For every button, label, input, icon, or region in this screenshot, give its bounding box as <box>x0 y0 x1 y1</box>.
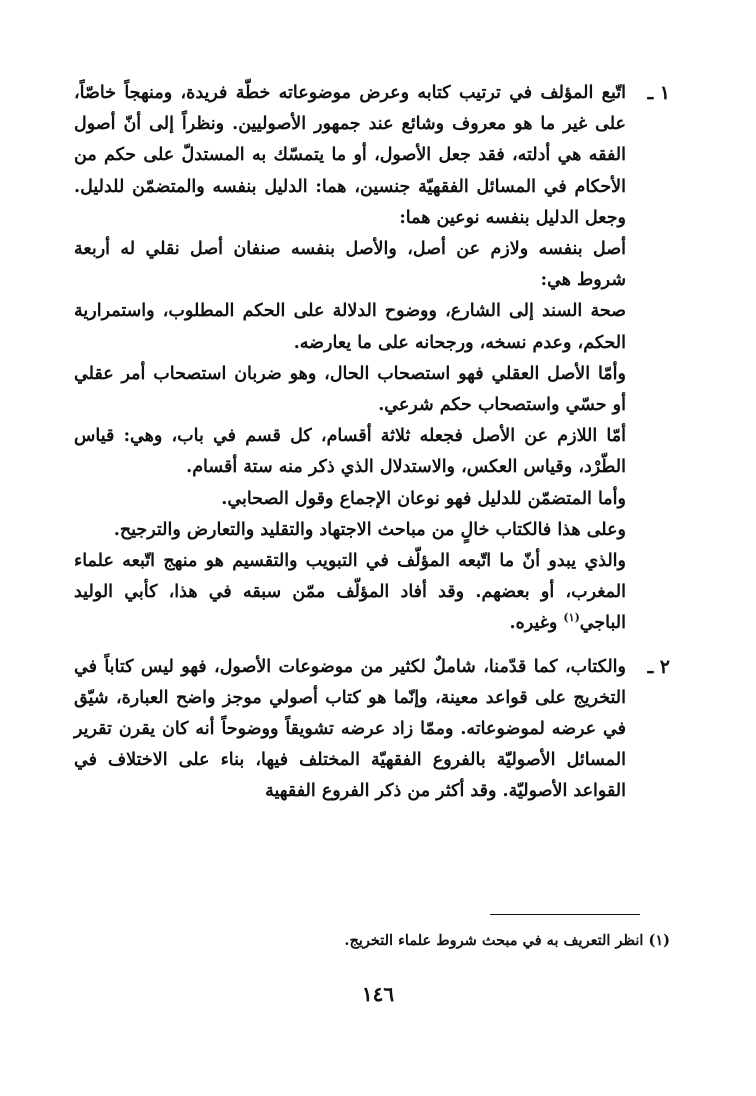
paragraph: أمّا اللازم عن الأصل فجعله ثلاثة أقسام، كل قسم في باب، وهي: قياس الطّرْد، وقياس العكس، والاستدلال الذي ذكر منه ستة أقسام. <box>74 426 626 478</box>
numbered-item-1 <box>74 78 670 640</box>
footnote-separator <box>490 914 640 915</box>
footnote: (١) انظر التعريف به في مبحث شروط علماء التخريج. <box>344 932 670 949</box>
item-number: ٢ ـ <box>647 655 670 678</box>
paragraph: أصل بنفسه ولازم عن أصل، والأصل بنفسه صنفان أصل نقلي له أربعة شروط هي: <box>74 239 626 291</box>
item-number: ١ ـ <box>647 82 670 104</box>
paragraph: والكتاب، كما قدّمنا، شاملٌ لكثير من موضوعات الأصول، فهو ليس كتاباً في التخريج على قواعد معينة، وإنّما هو كتاب أصولي موجز واضح العبارة، شيّق في عرضه لموضوعاته. وممّا زاد عرضه تشويقاً ووضوحاً أنه كان يقرن تقرير المسائل الأصوليّة بالفروع الفقهيّة المختلف فيها، بناء على الاختلاف في القواعد الأصوليّة. وقد أكثر من ذكر الفروع الفقهية <box>74 656 626 802</box>
page-body <box>74 78 670 820</box>
paragraph-text: والذي يبدو أنّ ما اتّبعه المؤلّف في التبويب والتقسيم هو منهج اتّبعه علماء المغرب، أو بعضهم. وقد أفاد المؤلّف ممّن سبقه في هذا، كأبي الوليد الباجي <box>74 551 626 634</box>
paragraph: وعلى هذا فالكتاب خالٍ من مباحث الاجتهاد والتقليد والتعارض والترجيح. <box>113 519 626 540</box>
paragraph-text-end: وغيره. <box>509 613 564 634</box>
paragraph-with-footnote <box>74 546 626 640</box>
paragraph: صحة السند إلى الشارع، ووضوح الدلالة على الحكم المطلوب، واستمرارية الحكم، وعدم نسخه، ورجحانه على ما يعارضه. <box>74 301 626 353</box>
paragraph: اتّبع المؤلف في ترتيب كتابه وعرض موضوعاته خطّة فريدة، ومنهجاً خاصّاً، على غير ما هو معروف وشائع عند جمهور الأصوليين. ونظراً إلى أنّ أصول الفقه هي أدلته، فقد جعل الأصول، أو ما يتمسّك به المستدلّ على حكم من الأحكام في المسائل الفقهيّة جنسين، هما: الدليل بنفسه والمتضمّن للدليل. وجعل الدليل بنفسه نوعين هما: <box>74 83 626 228</box>
paragraph: وأما المتضمّن للدليل فهو نوعان الإجماع وقول الصحابي. <box>221 488 626 509</box>
footnote-marker[interactable]: (١) <box>563 611 580 625</box>
paragraph: وأمّا الأصل العقلي فهو استصحاب الحال، وهو ضربان استصحاب أمر عقلي أو حسّي واستصحاب حكم شرعي. <box>74 363 626 416</box>
page-number: ١٤٦ <box>361 982 395 1006</box>
numbered-item-2 <box>74 652 670 808</box>
